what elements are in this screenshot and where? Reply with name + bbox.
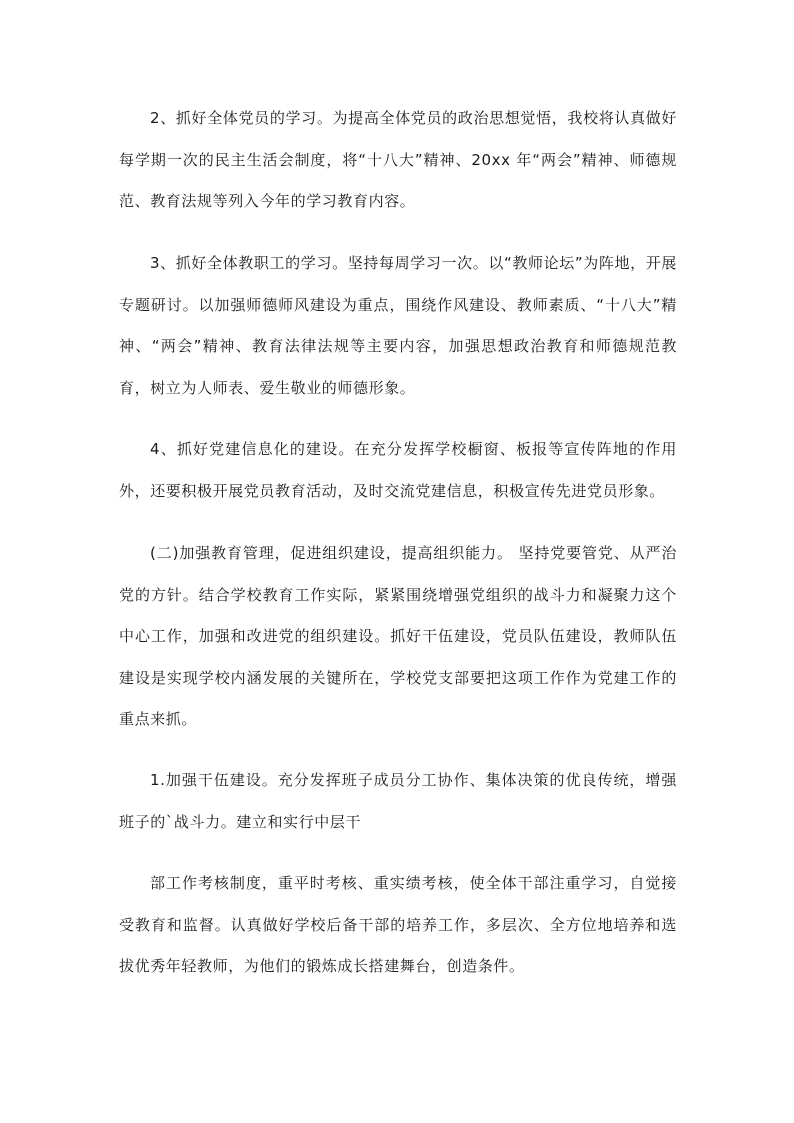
paragraph-cadre-assessment: 部工作考核制度，重平时考核、重实绩考核，使全体干部注重学习，自觉接受教育和监督。认真做好学校后备干部的培养工作，多层次、全方位地培养和选拔优秀年轻教师，为他们的锻炼成长搭建舞台，创造条件。 [119,874,677,975]
paragraph-party-informatization: 4、抓好党建信息化的建设。在充分发挥学校橱窗、板报等宣传阵地的作用外，还要积极开展党员教育活动，及时交流党建信息，积极宣传先进党员形象。 [119,440,677,500]
paragraph-education-management: (二)加强教育管理，促进组织建设，提高组织能力。 坚持党要管党、从严治党的方针。结合学校教育工作实际，紧紧围绕增强党组织的战斗力和凝聚力这个中心工作，加强和改进党的组织建设。抓好干伍建设，党员队伍建设，教师队伍建设是实现学校内涵发展的关键所在，学校党支部要把这项工作作为党建工作的重点来抓。 [119,544,677,728]
paragraph-party-member-study: 2、抓好全体党员的学习。为提高全体党员的政治思想觉悟，我校将认真做好每学期一次的民主生活会制度，将“十八大”精神、20xx 年“两会”精神、师德规范、教育法规等列入今年的学习教育内容。 [119,109,677,210]
paragraph-cadre-team-building: 1.加强干伍建设。充分发挥班子成员分工协作、集体决策的优良传统，增强班子的`战斗力。建立和实行中层干 [119,771,677,831]
paragraph-staff-study: 3、抓好全体教职工的学习。坚持每周学习一次。以“教师论坛”为阵地，开展专题研讨。以加强师德师风建设为重点，围绕作风建设、教师素质、“十八大”精神、“两会”精神、教育法律法规等主要内容，加强思想政治教育和师德规范教育，树立为人师表、爱生敬业的师德形象。 [119,254,677,397]
